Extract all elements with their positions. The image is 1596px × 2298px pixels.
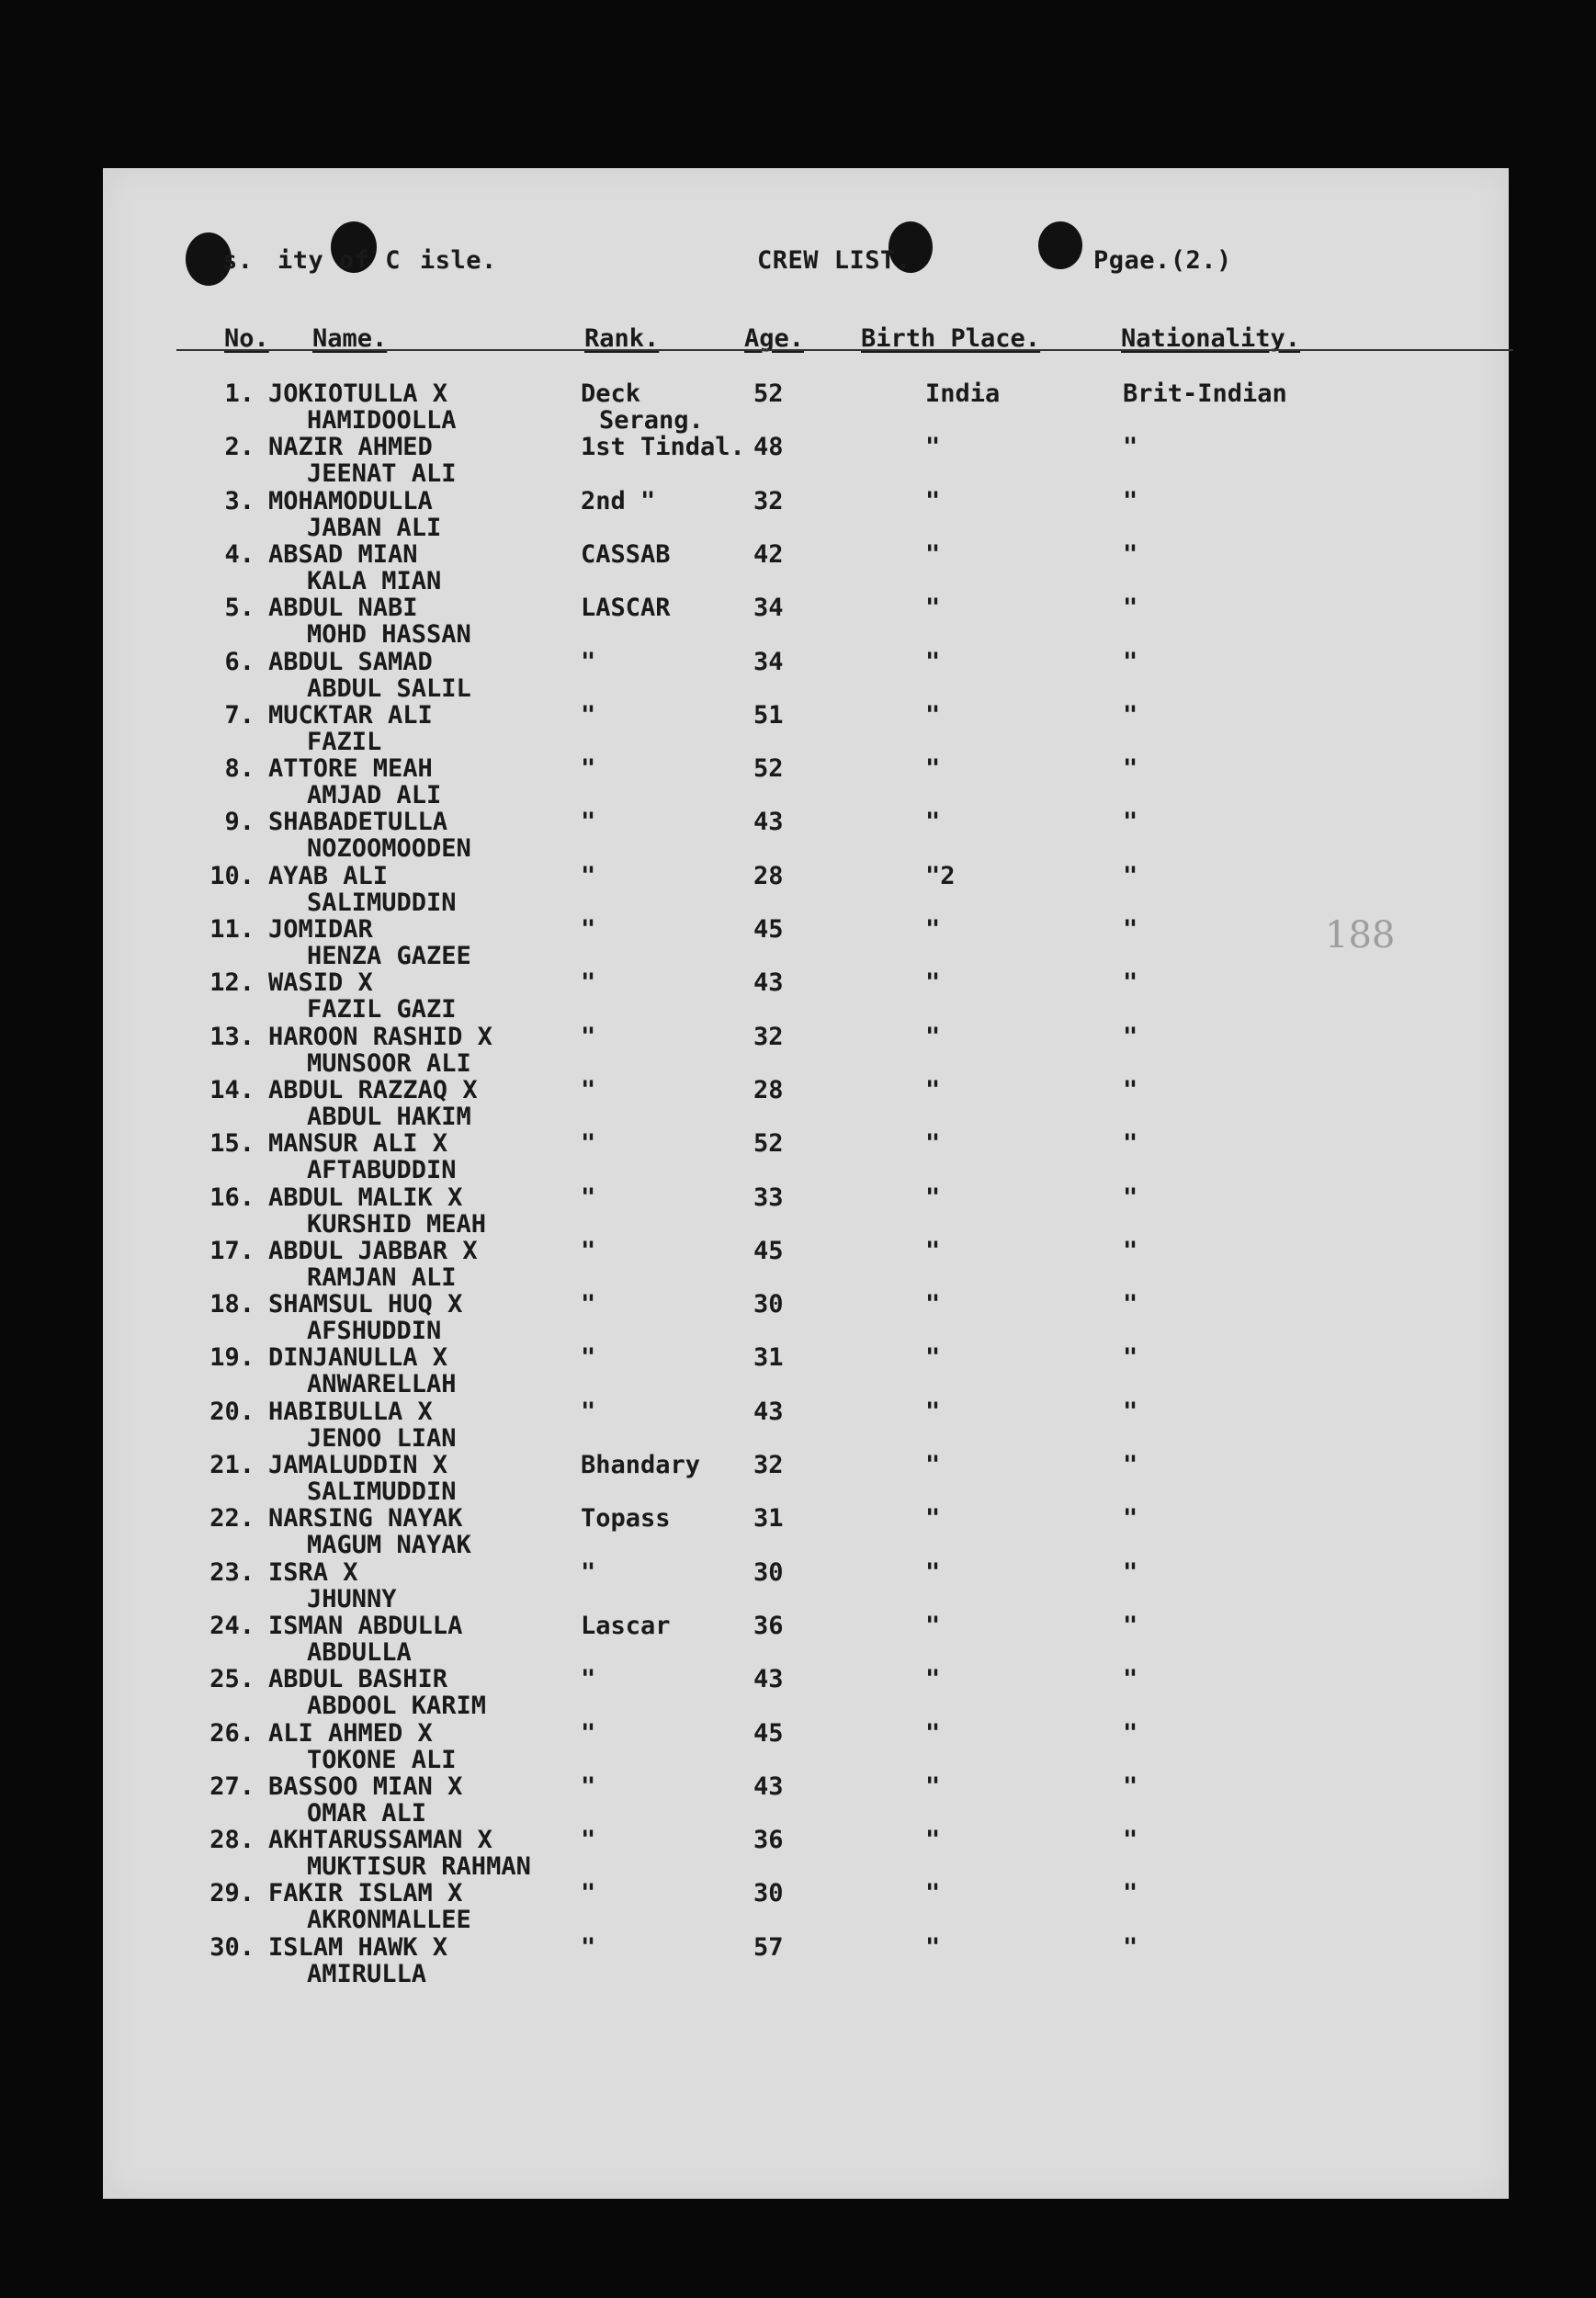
crew-name: BASSOO MIAN X bbox=[268, 1772, 463, 1801]
crew-nationality: " bbox=[1123, 1826, 1138, 1855]
crew-birth-place: " bbox=[925, 1718, 941, 1748]
crew-nationality: " bbox=[1123, 1236, 1138, 1265]
document-page bbox=[103, 168, 1509, 2199]
crew-number: 26. bbox=[209, 1718, 255, 1748]
crew-number: 4. bbox=[224, 539, 255, 569]
crew-rank: " bbox=[581, 1826, 596, 1855]
crew-rank: " bbox=[581, 1557, 596, 1587]
crew-rank: " bbox=[581, 1932, 596, 1962]
crew-birth-place: " bbox=[925, 700, 941, 730]
crew-name: ATTORE MEAH bbox=[268, 754, 433, 784]
crew-birth-place: " bbox=[925, 1557, 941, 1587]
crew-number: 9. bbox=[224, 808, 255, 837]
table-row bbox=[103, 808, 1509, 864]
crew-nationality: " bbox=[1123, 915, 1138, 944]
crew-age: 48 bbox=[753, 433, 784, 462]
crew-birth-place: " bbox=[925, 915, 941, 944]
crew-rank: " bbox=[581, 1075, 596, 1104]
crew-father-name: JABAN ALI bbox=[307, 513, 442, 542]
table-row bbox=[103, 1451, 1509, 1504]
table-row bbox=[103, 1772, 1509, 1826]
crew-number: 15. bbox=[209, 1129, 255, 1159]
crew-father-name: KURSHID MEAH bbox=[307, 1209, 487, 1239]
crew-rank: " bbox=[581, 1772, 596, 1801]
crew-birth-place: " bbox=[925, 539, 941, 569]
crew-name: JOMIDAR bbox=[268, 915, 373, 944]
crew-nationality: " bbox=[1123, 754, 1138, 784]
crew-number: 14. bbox=[209, 1075, 255, 1104]
crew-age: 42 bbox=[753, 539, 784, 569]
crew-father-name: OMAR ALI bbox=[307, 1798, 427, 1828]
crew-name: ALI AHMED X bbox=[268, 1718, 433, 1748]
crew-number: 22. bbox=[209, 1504, 255, 1534]
crew-name: MUCKTAR ALI bbox=[268, 700, 433, 730]
table-row bbox=[103, 487, 1509, 540]
crew-birth-place: " bbox=[925, 754, 941, 784]
crew-rank: 1st Tindal. bbox=[581, 433, 745, 462]
crew-birth-place: " bbox=[925, 1343, 941, 1373]
crew-nationality: " bbox=[1123, 1665, 1138, 1694]
crew-age: 43 bbox=[753, 1397, 784, 1426]
table-row bbox=[103, 540, 1509, 594]
crew-father-name: MUKTISUR RAHMAN bbox=[307, 1852, 531, 1882]
crew-age: 33 bbox=[753, 1183, 784, 1212]
table-row bbox=[103, 648, 1509, 701]
table-row bbox=[103, 1933, 1509, 1987]
crew-number: 2. bbox=[224, 433, 255, 462]
table-row bbox=[103, 1237, 1509, 1290]
crew-rank: " bbox=[581, 968, 596, 998]
crew-number: 29. bbox=[209, 1879, 255, 1908]
crew-age: 45 bbox=[753, 1236, 784, 1265]
crew-father-name: ABDULLA bbox=[307, 1637, 412, 1667]
crew-nationality: " bbox=[1123, 1075, 1138, 1104]
crew-name: ABDUL RAZZAQ X bbox=[268, 1075, 478, 1104]
crew-age: 32 bbox=[753, 1451, 784, 1479]
crew-rank: " bbox=[581, 647, 596, 676]
table-row bbox=[103, 701, 1509, 754]
crew-father-name: NOZOOMOODEN bbox=[307, 834, 471, 864]
crew-number: 27. bbox=[209, 1772, 255, 1801]
crew-birth-place: " bbox=[925, 647, 941, 676]
crew-birth-place: " bbox=[925, 1022, 941, 1051]
crew-father-name: AFSHUDDIN bbox=[307, 1317, 442, 1346]
crew-father-name: AMIRULLA bbox=[307, 1959, 427, 1988]
crew-nationality: " bbox=[1123, 700, 1138, 730]
table-row bbox=[103, 1879, 1509, 1935]
crew-birth-place: " bbox=[925, 1183, 941, 1212]
crew-father-name: JEENAT ALI bbox=[307, 459, 457, 489]
crew-age: 51 bbox=[753, 700, 784, 730]
crew-father-name: ABDUL HAKIM bbox=[307, 1102, 471, 1131]
page-title: CREW LIST. bbox=[757, 246, 911, 275]
crew-number: 24. bbox=[209, 1611, 255, 1640]
crew-number: 23. bbox=[209, 1557, 255, 1587]
crew-age: 45 bbox=[753, 915, 784, 944]
crew-rank: Topass bbox=[581, 1504, 671, 1534]
header-rule bbox=[176, 349, 1513, 351]
crew-father-name: TOKONE ALI bbox=[307, 1745, 457, 1774]
crew-rank: Deck bbox=[581, 379, 641, 408]
crew-name: JAMALUDDIN X bbox=[268, 1451, 448, 1479]
crew-age: 45 bbox=[753, 1718, 784, 1748]
crew-number: 6. bbox=[224, 647, 255, 676]
crew-number: 16. bbox=[209, 1183, 255, 1212]
crew-number: 7. bbox=[224, 700, 255, 730]
crew-age: 31 bbox=[753, 1504, 784, 1534]
crew-age: 52 bbox=[753, 1129, 784, 1159]
crew-name: HABIBULLA X bbox=[268, 1397, 433, 1426]
table-row bbox=[103, 1343, 1509, 1397]
crew-rank: " bbox=[581, 1343, 596, 1373]
crew-father-name: JHUNNY bbox=[307, 1584, 397, 1613]
crew-name: NAZIR AHMED bbox=[268, 433, 433, 462]
crew-birth-place: " bbox=[925, 1236, 941, 1265]
crew-name: ISMAN ABDULLA bbox=[268, 1611, 463, 1640]
crew-nationality: " bbox=[1123, 1129, 1138, 1159]
ship-name-tail: isle. bbox=[420, 246, 497, 275]
table-row bbox=[103, 915, 1509, 968]
crew-name: AKHTARUSSAMAN X bbox=[268, 1826, 492, 1855]
table-row bbox=[103, 1826, 1509, 1882]
crew-age: 43 bbox=[753, 968, 784, 998]
crew-birth-place: India bbox=[925, 379, 1001, 408]
crew-nationality: " bbox=[1123, 968, 1138, 998]
ship-name: ity of C bbox=[277, 246, 402, 275]
crew-nationality: " bbox=[1123, 1183, 1138, 1212]
crew-number: 3. bbox=[224, 486, 255, 515]
crew-name: ABSAD MIAN bbox=[268, 539, 418, 569]
crew-name: SHAMSUL HUQ X bbox=[268, 1290, 463, 1319]
crew-name: MOHAMODULLA bbox=[268, 486, 433, 515]
crew-birth-place: " bbox=[925, 1665, 941, 1694]
crew-age: 36 bbox=[753, 1826, 784, 1855]
crew-rank-line2: Serang. bbox=[599, 406, 704, 435]
crew-father-name: AFTABUDDIN bbox=[307, 1156, 457, 1185]
crew-number: 5. bbox=[224, 594, 255, 623]
crew-father-name: FAZIL GAZI bbox=[307, 995, 457, 1024]
crew-birth-place: " bbox=[925, 1451, 941, 1479]
column-header-name: Name. bbox=[312, 324, 388, 353]
crew-father-name: ABDUL SALIL bbox=[307, 674, 471, 703]
crew-age: 32 bbox=[753, 486, 784, 515]
crew-number: 8. bbox=[224, 754, 255, 784]
crew-father-name: MAGUM NAYAK bbox=[307, 1531, 471, 1560]
crew-nationality: " bbox=[1123, 1397, 1138, 1426]
crew-rank: Bhandary bbox=[581, 1451, 701, 1479]
crew-birth-place: " bbox=[925, 1129, 941, 1159]
crew-name: AYAB ALI bbox=[268, 861, 389, 890]
crew-nationality: Brit-Indian bbox=[1123, 379, 1287, 408]
crew-father-name: KALA MIAN bbox=[307, 566, 442, 595]
crew-name: WASID X bbox=[268, 968, 373, 998]
crew-age: 32 bbox=[753, 1022, 784, 1051]
crew-father-name: HENZA GAZEE bbox=[307, 942, 471, 970]
crew-nationality: " bbox=[1123, 1932, 1138, 1962]
crew-birth-place: " bbox=[925, 1879, 941, 1908]
table-row bbox=[103, 1290, 1509, 1346]
column-header-age: Age. bbox=[744, 324, 805, 353]
crew-birth-place: " bbox=[925, 1611, 941, 1640]
crew-father-name: ABDOOL KARIM bbox=[307, 1692, 487, 1721]
table-row bbox=[103, 1612, 1509, 1665]
crew-father-name: SALIMUDDIN bbox=[307, 888, 457, 917]
crew-father-name: JENOO LIAN bbox=[307, 1423, 457, 1453]
table-row bbox=[103, 594, 1509, 650]
crew-number: 20. bbox=[209, 1397, 255, 1426]
crew-nationality: " bbox=[1123, 1611, 1138, 1640]
crew-age: 28 bbox=[753, 1075, 784, 1104]
crew-age: 43 bbox=[753, 1772, 784, 1801]
crew-father-name: AMJAD ALI bbox=[307, 781, 442, 810]
crew-age: 28 bbox=[753, 861, 784, 890]
ink-blot bbox=[1038, 221, 1082, 269]
crew-rank: " bbox=[581, 754, 596, 784]
crew-number: 18. bbox=[209, 1290, 255, 1319]
crew-nationality: " bbox=[1123, 594, 1138, 623]
crew-age: 36 bbox=[753, 1611, 784, 1640]
crew-number: 13. bbox=[209, 1022, 255, 1051]
table-row bbox=[103, 1076, 1509, 1129]
crew-name: ABDUL MALIK X bbox=[268, 1183, 463, 1212]
crew-father-name: SALIMUDDIN bbox=[307, 1477, 457, 1506]
crew-father-name: AKRONMALLEE bbox=[307, 1906, 471, 1935]
crew-nationality: " bbox=[1123, 486, 1138, 515]
crew-age: 57 bbox=[753, 1932, 784, 1962]
table-row bbox=[103, 968, 1509, 1022]
crew-nationality: " bbox=[1123, 1451, 1138, 1479]
crew-age: 30 bbox=[753, 1290, 784, 1319]
crew-nationality: " bbox=[1123, 1772, 1138, 1801]
crew-birth-place: "2 bbox=[925, 861, 956, 890]
crew-age: 52 bbox=[753, 379, 784, 408]
crew-nationality: " bbox=[1123, 1879, 1138, 1908]
crew-birth-place: " bbox=[925, 594, 941, 623]
crew-birth-place: " bbox=[925, 1772, 941, 1801]
crew-birth-place: " bbox=[925, 1075, 941, 1104]
table-row bbox=[103, 379, 1509, 433]
crew-number: 19. bbox=[209, 1343, 255, 1373]
crew-nationality: " bbox=[1123, 647, 1138, 676]
crew-number: 11. bbox=[209, 915, 255, 944]
crew-father-name: MOHD HASSAN bbox=[307, 620, 471, 650]
crew-nationality: " bbox=[1123, 1718, 1138, 1748]
crew-birth-place: " bbox=[925, 486, 941, 515]
crew-father-name: MUNSOOR ALI bbox=[307, 1048, 471, 1078]
crew-rank: " bbox=[581, 915, 596, 944]
crew-name: ABDUL JABBAR X bbox=[268, 1236, 478, 1265]
crew-rank: " bbox=[581, 1290, 596, 1319]
crew-nationality: " bbox=[1123, 1343, 1138, 1373]
crew-name: DINJANULLA X bbox=[268, 1343, 448, 1373]
column-header-no: No. bbox=[224, 324, 269, 353]
crew-name: FAKIR ISLAM X bbox=[268, 1879, 463, 1908]
crew-rank: " bbox=[581, 1129, 596, 1159]
page-number: Pgae.(2.) bbox=[1093, 246, 1232, 275]
crew-nationality: " bbox=[1123, 433, 1138, 462]
crew-nationality: " bbox=[1123, 539, 1138, 569]
crew-name: ABDUL SAMAD bbox=[268, 647, 433, 676]
crew-rank: " bbox=[581, 808, 596, 837]
crew-rank: " bbox=[581, 1665, 596, 1694]
folio-stamp: 188 bbox=[1325, 914, 1396, 957]
crew-birth-place: " bbox=[925, 1826, 941, 1855]
crew-name: JOKIOTULLA X bbox=[268, 379, 448, 408]
crew-nationality: " bbox=[1123, 1557, 1138, 1587]
crew-rank: LASCAR bbox=[581, 594, 671, 623]
table-row bbox=[103, 433, 1509, 489]
crew-number: 25. bbox=[209, 1665, 255, 1694]
crew-nationality: " bbox=[1123, 1022, 1138, 1051]
crew-rank: " bbox=[581, 1718, 596, 1748]
crew-rank: 2nd " bbox=[581, 486, 656, 515]
crew-birth-place: " bbox=[925, 968, 941, 998]
crew-age: 43 bbox=[753, 1665, 784, 1694]
crew-nationality: " bbox=[1123, 1290, 1138, 1319]
table-row bbox=[103, 1023, 1509, 1076]
crew-number: 30. bbox=[209, 1932, 255, 1962]
crew-rank: " bbox=[581, 700, 596, 730]
table-row bbox=[103, 862, 1509, 915]
crew-number: 28. bbox=[209, 1826, 255, 1855]
table-row bbox=[103, 1665, 1509, 1721]
crew-age: 34 bbox=[753, 647, 784, 676]
crew-birth-place: " bbox=[925, 1504, 941, 1534]
crew-rank: Lascar bbox=[581, 1611, 671, 1640]
crew-nationality: " bbox=[1123, 861, 1138, 890]
crew-father-name: FAZIL bbox=[307, 727, 382, 756]
crew-name: ABDUL NABI bbox=[268, 594, 418, 623]
crew-name: NARSING NAYAK bbox=[268, 1504, 463, 1534]
crew-number: 10. bbox=[209, 861, 255, 890]
crew-father-name: RAMJAN ALI bbox=[307, 1262, 457, 1292]
crew-birth-place: " bbox=[925, 433, 941, 462]
crew-rank: " bbox=[581, 1879, 596, 1908]
crew-age: 43 bbox=[753, 808, 784, 837]
crew-rank: " bbox=[581, 861, 596, 890]
crew-name: MANSUR ALI X bbox=[268, 1129, 448, 1159]
crew-birth-place: " bbox=[925, 1397, 941, 1426]
table-row bbox=[103, 1719, 1509, 1772]
crew-number: 21. bbox=[209, 1451, 255, 1479]
crew-rank: " bbox=[581, 1397, 596, 1426]
crew-nationality: " bbox=[1123, 808, 1138, 837]
crew-number: 17. bbox=[209, 1236, 255, 1265]
crew-rank: " bbox=[581, 1183, 596, 1212]
table-row bbox=[103, 754, 1509, 808]
table-row bbox=[103, 1558, 1509, 1612]
crew-birth-place: " bbox=[925, 1290, 941, 1319]
crew-name: ISRA X bbox=[268, 1557, 358, 1587]
crew-birth-place: " bbox=[925, 808, 941, 837]
crew-name: SHABADETULLA bbox=[268, 808, 448, 837]
crew-rank: CASSAB bbox=[581, 539, 671, 569]
crew-age: 30 bbox=[753, 1557, 784, 1587]
column-header-birth-place: Birth Place. bbox=[861, 324, 1041, 353]
table-row bbox=[103, 1183, 1509, 1237]
crew-nationality: " bbox=[1123, 1504, 1138, 1534]
table-row bbox=[103, 1129, 1509, 1183]
crew-number: 12. bbox=[209, 968, 255, 998]
table-row bbox=[103, 1504, 1509, 1560]
crew-age: 31 bbox=[753, 1343, 784, 1373]
table-row bbox=[103, 1398, 1509, 1451]
crew-age: 52 bbox=[753, 754, 784, 784]
crew-rank: " bbox=[581, 1236, 596, 1265]
crew-father-name: HAMIDOOLLA bbox=[307, 406, 457, 435]
column-header-nationality: Nationality. bbox=[1121, 324, 1301, 353]
crew-name: ABDUL BASHIR bbox=[268, 1665, 448, 1694]
crew-age: 30 bbox=[753, 1879, 784, 1908]
crew-age: 34 bbox=[753, 594, 784, 623]
ship-prefix: s. bbox=[222, 246, 254, 275]
crew-father-name: ANWARELLAH bbox=[307, 1370, 457, 1399]
crew-name: ISLAM HAWK X bbox=[268, 1932, 448, 1962]
crew-number: 1. bbox=[224, 379, 255, 408]
crew-name: HAROON RASHID X bbox=[268, 1022, 492, 1051]
crew-rank: " bbox=[581, 1022, 596, 1051]
column-header-rank: Rank. bbox=[584, 324, 660, 353]
crew-birth-place: " bbox=[925, 1932, 941, 1962]
